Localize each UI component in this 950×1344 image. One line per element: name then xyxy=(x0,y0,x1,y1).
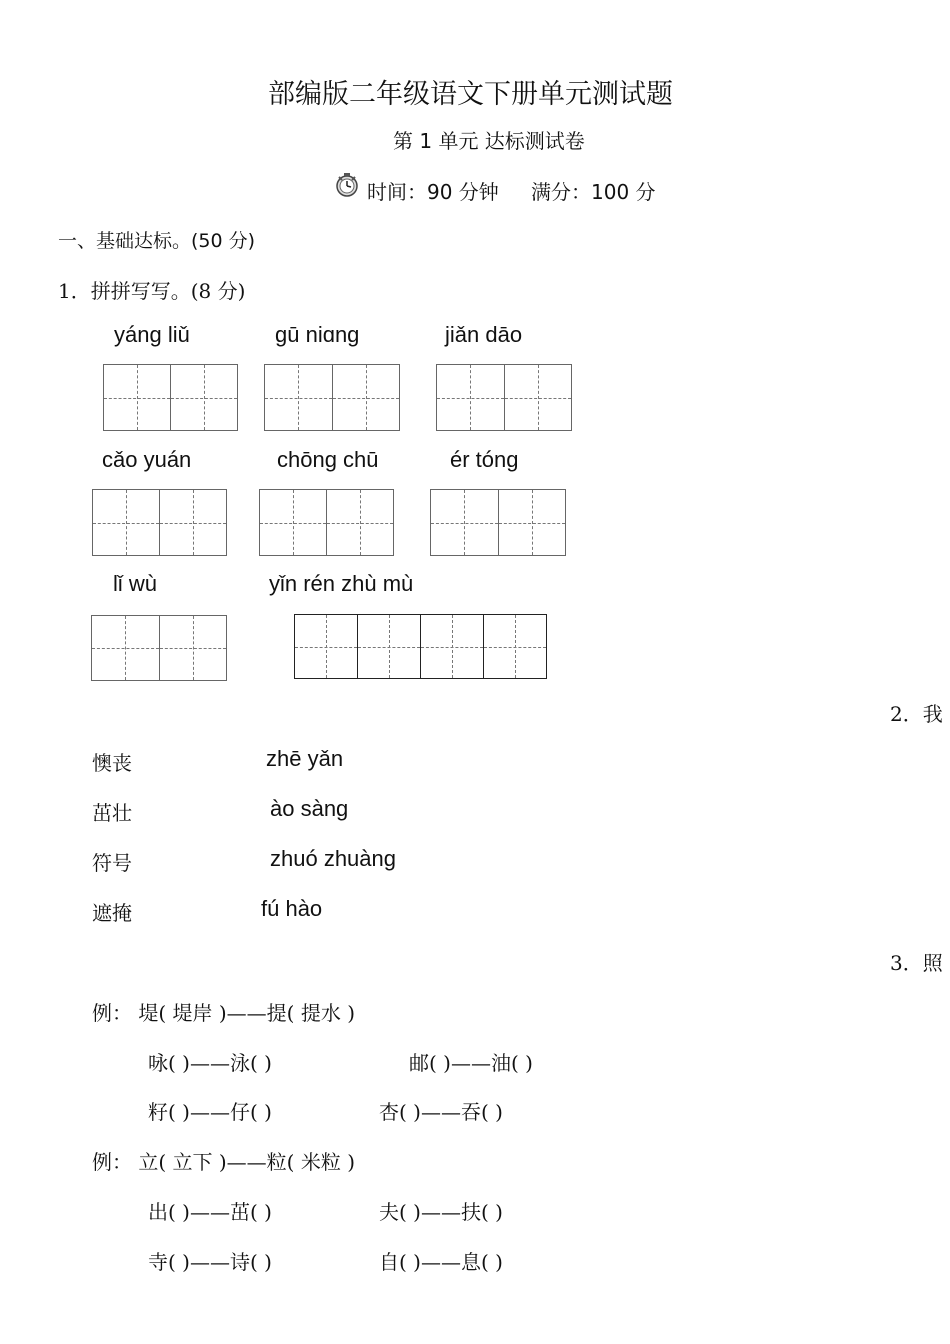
pinyin-label: lǐ wù xyxy=(113,571,158,596)
fill-row[interactable]: 籽( )——仔( ) xyxy=(148,1100,272,1124)
pinyin-label: chōng chū xyxy=(277,447,379,472)
example-row: 例： 立( 立下 )——粒( 米粒 ) xyxy=(92,1150,355,1174)
page-subtitle: 第 1 单元 达标测试卷 xyxy=(393,129,585,153)
writing-grid[interactable] xyxy=(259,489,394,556)
time-limit: 时间：90 分钟 xyxy=(367,180,499,204)
question-1-label: 1．拼拼写写。(8 分) xyxy=(58,279,246,303)
clock-icon xyxy=(334,172,360,198)
word-item: 懊丧 xyxy=(92,751,132,775)
writing-grid[interactable] xyxy=(92,489,227,556)
writing-grid[interactable] xyxy=(294,614,547,679)
writing-grid[interactable] xyxy=(436,364,572,431)
pinyin-label: jiǎn dāo xyxy=(445,322,523,347)
word-item: 符号 xyxy=(92,851,132,875)
pinyin-label: yǐn rén zhù mù xyxy=(269,571,414,596)
pinyin-option[interactable]: ào sàng xyxy=(270,796,349,821)
fill-row[interactable]: 自( )——息( ) xyxy=(379,1250,503,1274)
question-2-label: 2．我 xyxy=(890,702,943,726)
pinyin-option[interactable]: fú hào xyxy=(261,896,323,921)
pinyin-label: yáng liǔ xyxy=(114,322,190,347)
question-3-label: 3．照 xyxy=(890,951,943,975)
fill-row[interactable]: 出( )——茁( ) xyxy=(148,1200,272,1224)
writing-grid[interactable] xyxy=(430,489,566,556)
fill-row[interactable]: 寺( )——诗( ) xyxy=(148,1250,272,1274)
pinyin-label: gū niɑng xyxy=(275,322,360,347)
pinyin-label: ér tóng xyxy=(450,447,519,472)
word-item: 茁壮 xyxy=(92,801,132,825)
page-title: 部编版二年级语文下册单元测试题 xyxy=(268,79,673,110)
full-score: 满分：100 分 xyxy=(531,180,656,204)
pinyin-option[interactable]: zhuó zhuàng xyxy=(270,846,396,871)
pinyin-option[interactable]: zhē yǎn xyxy=(266,746,344,771)
fill-row[interactable]: 咏( )——泳( ) xyxy=(148,1051,272,1075)
writing-grid[interactable] xyxy=(103,364,238,431)
example-row: 例： 堤( 堤岸 )——提( 提水 ) xyxy=(92,1001,355,1025)
writing-grid[interactable] xyxy=(91,615,227,681)
writing-grid[interactable] xyxy=(264,364,400,431)
fill-row[interactable]: 杏( )——吞( ) xyxy=(379,1100,503,1124)
word-item: 遮掩 xyxy=(92,901,132,925)
fill-row[interactable]: 邮( )——油( ) xyxy=(409,1051,533,1075)
pinyin-label: cǎo yuán xyxy=(102,447,192,472)
fill-row[interactable]: 夫( )——扶( ) xyxy=(379,1200,503,1224)
section-heading: 一、基础达标。(50 分) xyxy=(58,230,256,252)
